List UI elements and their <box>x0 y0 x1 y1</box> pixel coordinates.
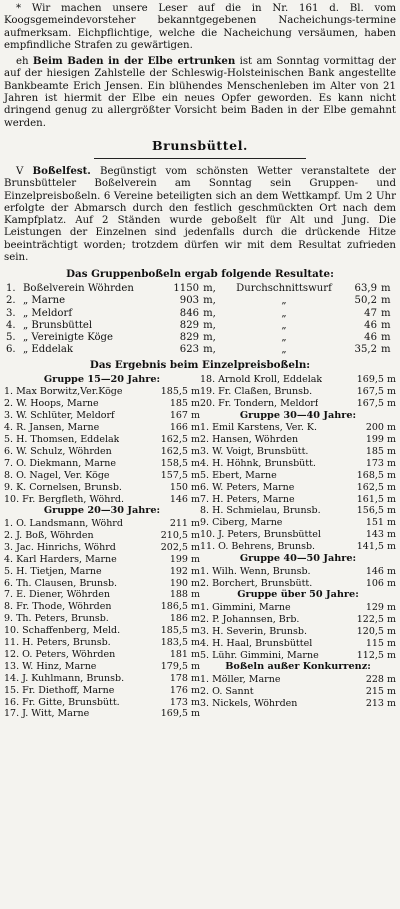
result-row <box>4 708 200 720</box>
result-row <box>4 554 200 566</box>
result-row <box>4 386 200 398</box>
competitor-distance: 162,5 m <box>160 434 200 446</box>
result-row <box>200 614 396 626</box>
group-team: „ Marne <box>22 295 66 307</box>
competitor-name: 6. Th. Clausen, Brunsb. <box>4 577 118 589</box>
competitor-distance: 151 m <box>365 517 396 529</box>
group-average-label: „ <box>281 331 287 343</box>
competitor-distance: 173 m <box>169 696 200 708</box>
group-unit: m, <box>203 319 216 331</box>
group-rank: 2. <box>6 295 16 307</box>
group-average: 50,2 <box>354 295 378 307</box>
group-average: 47 <box>364 307 378 319</box>
result-row <box>200 686 396 698</box>
result-row <box>4 637 200 649</box>
notice-drowning-lead: eh <box>16 56 29 68</box>
competitor-name: 14. J. Kuhlmann, Brunsb. <box>4 672 125 684</box>
competitor-name: 2. W. Hoops, Marne <box>4 398 99 410</box>
result-row <box>4 625 200 637</box>
section-rule <box>94 158 306 159</box>
group-team: „ Vereinigte Köge <box>22 331 113 343</box>
result-row <box>4 410 200 422</box>
competitor-distance: 211 m <box>169 517 200 529</box>
group-average-label: „ <box>281 319 287 331</box>
group-unit: m, <box>203 331 216 343</box>
competitor-name: 5. Ebert, Marne <box>200 469 277 481</box>
group-result-row <box>4 283 396 295</box>
group-distance: 829 <box>179 331 200 343</box>
competitor-distance: 210,5 m <box>160 529 200 541</box>
competitor-name: 18. Arnold Kroll, Eddelak <box>200 373 323 385</box>
result-row <box>200 578 396 590</box>
group-rank: 3. <box>6 307 16 319</box>
group-team: „ Meldorf <box>22 307 73 319</box>
notice-nacheichung: * Wir machen unsere Leser auf die in Nr. 161 d. Bl. vom Koogsgemeindevorsteher bekanntgegebenen Nacheichungs-termine aufmerksam. Eichpflichtige, welche die Nacheichung versäumen, haben empfindliche Strafen zu gewärtigen. <box>4 3 396 51</box>
group-rank: 6. <box>6 343 16 355</box>
result-row <box>4 470 200 482</box>
group-unit: m, <box>203 343 216 355</box>
competitor-name: 10. Fr. Bergfleth, Wöhrd. <box>4 493 125 505</box>
result-row <box>4 494 200 506</box>
competitor-distance: 115 m <box>365 637 396 649</box>
age-group-heading: Boßeln außer Konkurrenz: <box>225 661 371 673</box>
group-distance: 623 <box>179 343 200 355</box>
group-average-label: „ <box>281 307 287 319</box>
section-title-brunsbuettel: Brunsbüttel. <box>152 137 248 153</box>
competitor-distance: 161,5 m <box>356 493 396 505</box>
result-row <box>200 494 396 506</box>
group-distance: 1150 <box>173 283 200 295</box>
result-row <box>4 458 200 470</box>
competitor-distance: 158,5 m <box>160 457 200 469</box>
result-row <box>200 482 396 494</box>
result-row <box>4 566 200 578</box>
result-row <box>4 434 200 446</box>
competitor-name: 8. Fr. Thode, Wöhrden <box>4 601 112 613</box>
result-row <box>200 398 396 410</box>
group-average-unit: m <box>381 295 391 307</box>
result-row <box>4 398 200 410</box>
group-result-row <box>4 308 396 320</box>
competitor-distance: 122,5 m <box>356 613 396 625</box>
bosselfest-body: Begünstigt vom schönsten Wetter veranstaltete der Brunsbütteler Boßelverein am Sonntag sein Gruppen- und Einzelpreisboßeln. 6 Vereine beteiligten sich an dem Wettkampf. Um 2 Uhr erfolgte der Abmarsch durch den festlich geschmückten Ort nach dem Kampfplatz. Auf 2 Ständen wurde geboßelt für Alt und Jung. Die Leistungen der Einzelnen sind jedenfalls durch die drückende Hitze beeinträchtigt worden; trotzdem dürfen wir mit dem Resultat zufrieden sein. <box>4 165 397 264</box>
competitor-distance: 167,5 m <box>356 385 396 397</box>
competitor-name: 10. Schaffenberg, Meld. <box>4 625 121 637</box>
result-row <box>200 517 396 529</box>
competitor-name: 4. R. Jansen, Marne <box>4 422 100 434</box>
group-result-row <box>4 320 396 332</box>
competitor-distance: 120,5 m <box>356 625 396 637</box>
competitor-name: 8. O. Nagel, Ver. Köge <box>4 469 110 481</box>
result-row <box>4 518 200 530</box>
competitor-distance: 199 m <box>169 553 200 565</box>
group-team: „ Eddelak <box>22 343 74 355</box>
competitor-distance: 157,5 m <box>160 469 200 481</box>
competitor-distance: 188 m <box>169 589 200 601</box>
result-row <box>200 446 396 458</box>
competitor-name: 1. Möller, Marne <box>200 673 281 685</box>
group-result-row <box>4 344 396 356</box>
competitor-distance: 192 m <box>169 565 200 577</box>
competitor-name: 1. Max Borwitz,Ver.Köge <box>4 386 123 398</box>
competitor-distance: 146 m <box>365 565 396 577</box>
result-row <box>200 674 396 686</box>
competitor-name: 3. Jac. Hinrichs, Wöhrd <box>4 541 116 553</box>
competitor-distance: 173 m <box>365 457 396 469</box>
group-unit: m, <box>203 295 216 307</box>
competitor-distance: 179,5 m <box>160 660 200 672</box>
competitor-name: 15. Fr. Diethoff, Marne <box>4 684 115 696</box>
group-average-unit: m <box>381 343 391 355</box>
group-average-label: Durchschnittswurf <box>236 283 332 295</box>
competitor-name: 1. Wilh. Wenn, Brunsb. <box>200 565 311 577</box>
single-results-right-column <box>200 374 396 720</box>
result-row <box>4 685 200 697</box>
group-rank: 5. <box>6 331 16 343</box>
result-row <box>200 374 396 386</box>
competitor-distance: 166 m <box>169 422 200 434</box>
competitor-distance: 190 m <box>169 577 200 589</box>
competitor-name: 20. Fr. Tondern, Meldorf <box>200 397 319 409</box>
single-results-left-column <box>4 374 200 720</box>
competitor-name: 5. H. Tietjen, Marne <box>4 565 102 577</box>
competitor-name: 2. P. Johannsen, Brb. <box>200 613 300 625</box>
competitor-name: 9. Th. Peters, Brunsb. <box>4 613 109 625</box>
single-results-columns <box>4 374 396 720</box>
result-row <box>200 602 396 614</box>
competitor-name: 8. H. Schmielau, Brunsb. <box>200 505 321 517</box>
group-average: 35,2 <box>354 343 378 355</box>
notice-drowning <box>4 55 396 130</box>
competitor-distance: 228 m <box>365 673 396 685</box>
competitor-name: 1. Gimmini, Marne <box>200 601 291 613</box>
competitor-name: 17. J. Witt, Marne <box>4 708 90 720</box>
competitor-name: 7. O. Diekmann, Marne <box>4 457 117 469</box>
notice-drowning-body: ist am Sonntag vormittag der auf der hiesigen Zahlstelle der Schleswig-Holsteinischen Bank angestellte Bankbeamte Erich Jensen. Ein blühendes Menschenleben im Alter von 21 Jahren ist hiermit der Elbe ein neues Opfer geworden. Es kann nicht dringend genug zu allergrößter Vorsicht beim Baden in der Elbe gemahnt werden. <box>4 56 396 129</box>
result-row <box>4 446 200 458</box>
competitor-distance: 146 m <box>169 493 200 505</box>
group-unit: m, <box>203 307 216 319</box>
competitor-name: 1. Emil Karstens, Ver. K. <box>200 422 318 434</box>
group-average-unit: m <box>381 319 391 331</box>
competitor-name: 11. H. Peters, Brunsb. <box>4 637 111 649</box>
group-average-label: „ <box>281 295 287 307</box>
competitor-distance: 200 m <box>365 422 396 434</box>
group-average-label: „ <box>281 343 287 355</box>
competitor-name: 5. H. Thomsen, Eddelak <box>4 434 120 446</box>
competitor-name: 9. Ciberg, Marne <box>200 517 283 529</box>
result-row <box>200 566 396 578</box>
competitor-distance: 112,5 m <box>356 649 396 661</box>
result-row <box>200 386 396 398</box>
competitor-distance: 143 m <box>365 529 396 541</box>
competitor-distance: 168,5 m <box>356 469 396 481</box>
competitor-distance: 141,5 m <box>356 541 396 553</box>
competitor-distance: 167,5 m <box>356 397 396 409</box>
result-row <box>4 422 200 434</box>
competitor-name: 19. Fr. Claßen, Brunsb. <box>200 385 313 397</box>
result-row <box>200 698 396 710</box>
competitor-distance: 213 m <box>365 697 396 709</box>
competitor-distance: 150 m <box>169 481 200 493</box>
competitor-name: 10. J. Peters, Brunsbüttel <box>200 529 321 541</box>
competitor-distance: 106 m <box>365 577 396 589</box>
competitor-name: 11. O. Behrens, Brunsb. <box>200 541 316 553</box>
result-row <box>200 470 396 482</box>
competitor-name: 13. W. Hinz, Marne <box>4 660 97 672</box>
competitor-distance: 185 m <box>169 398 200 410</box>
group-distance: 846 <box>179 307 200 319</box>
result-row <box>4 649 200 661</box>
competitor-distance: 162,5 m <box>160 445 200 457</box>
result-row <box>4 661 200 673</box>
competitor-distance: 167 m <box>169 410 200 422</box>
result-row <box>200 458 396 470</box>
competitor-distance: 183,5 m <box>160 637 200 649</box>
result-row <box>200 650 396 662</box>
competitor-name: 3. H. Severin, Brunsb. <box>200 625 308 637</box>
competitor-distance: 181 m <box>169 648 200 660</box>
result-row <box>200 541 396 553</box>
competitor-distance: 185,5 m <box>160 386 200 398</box>
group-results-title: Das Gruppenboßeln ergab folgende Resultate: <box>66 268 334 281</box>
group-average: 63,9 <box>354 283 378 295</box>
age-group-heading: Gruppe über 50 Jahre: <box>237 589 359 601</box>
group-rank: 1. <box>6 283 16 295</box>
bosselfest-lead: V <box>16 165 24 177</box>
competitor-name: 12. O. Peters, Wöhrden <box>4 648 116 660</box>
result-row <box>4 673 200 685</box>
result-row <box>4 482 200 494</box>
competitor-distance: 129 m <box>365 601 396 613</box>
competitor-name: 4. H. Höhnk, Brunsbütt. <box>200 457 316 469</box>
group-rank: 4. <box>6 319 16 331</box>
result-row <box>4 601 200 613</box>
competitor-distance: 156,5 m <box>356 505 396 517</box>
competitor-name: 5. Lühr. Gimmini, Marne <box>200 649 319 661</box>
competitor-name: 16. Fr. Gitte, Brunsbütt. <box>4 696 120 708</box>
competitor-name: 2. O. Sannt <box>200 685 254 697</box>
group-team: Boßelverein Wöhrden <box>22 283 134 295</box>
competitor-name: 2. Borchert, Brunsbütt. <box>200 577 313 589</box>
group-result-row <box>4 295 396 307</box>
group-result-row <box>4 332 396 344</box>
competitor-name: 2. J. Boß, Wöhrden <box>4 529 94 541</box>
competitor-name: 6. W. Peters, Marne <box>200 481 295 493</box>
result-row <box>200 626 396 638</box>
competitor-distance: 185 m <box>365 445 396 457</box>
group-average-unit: m <box>381 283 391 295</box>
notice-drowning-headline: Beim Baden in der Elbe ertrunken <box>32 55 236 68</box>
competitor-name: 3. W. Voigt, Brunsbütt. <box>200 445 309 457</box>
bosselfest-headline: Boßelfest. <box>32 164 91 177</box>
group-unit: m, <box>203 283 216 295</box>
competitor-distance: 186,5 m <box>160 601 200 613</box>
result-row <box>4 578 200 590</box>
competitor-name: 1. O. Landsmann, Wöhrd <box>4 517 123 529</box>
result-row <box>4 613 200 625</box>
competitor-distance: 178 m <box>169 672 200 684</box>
competitor-name: 4. Karl Harders, Marne <box>4 553 117 565</box>
result-row <box>200 434 396 446</box>
group-distance: 829 <box>179 319 200 331</box>
competitor-distance: 199 m <box>365 434 396 446</box>
result-row <box>4 589 200 601</box>
group-team: „ Brunsbüttel <box>22 319 93 331</box>
result-row <box>200 529 396 541</box>
age-group-heading: Gruppe 15—20 Jahre: <box>43 373 161 385</box>
single-results-title: Das Ergebnis beim Einzelpreisboßeln: <box>89 358 311 371</box>
result-row <box>4 697 200 709</box>
group-average: 46 <box>364 331 378 343</box>
result-row <box>200 422 396 434</box>
result-row <box>4 542 200 554</box>
competitor-distance: 215 m <box>365 685 396 697</box>
group-average: 46 <box>364 319 378 331</box>
competitor-distance: 169,5 m <box>356 373 396 385</box>
result-row <box>4 530 200 542</box>
competitor-name: 3. Nickels, Wöhrden <box>200 697 298 709</box>
competitor-distance: 169,5 m <box>160 708 200 720</box>
group-results-table <box>4 283 396 356</box>
age-group-heading: Gruppe 40—50 Jahre: <box>239 553 357 565</box>
result-row <box>200 505 396 517</box>
competitor-distance: 185,5 m <box>160 625 200 637</box>
result-row <box>200 638 396 650</box>
group-distance: 903 <box>179 295 200 307</box>
competitor-name: 7. H. Peters, Marne <box>200 493 295 505</box>
competitor-name: 3. W. Schlüter, Meldorf <box>4 410 115 422</box>
age-group-heading: Gruppe 30—40 Jahre: <box>239 409 357 421</box>
competitor-name: 9. K. Cornelsen, Brunsb. <box>4 481 122 493</box>
competitor-distance: 176 m <box>169 684 200 696</box>
competitor-distance: 162,5 m <box>356 481 396 493</box>
competitor-distance: 202,5 m <box>160 541 200 553</box>
competitor-name: 6. W. Schulz, Wöhrden <box>4 445 112 457</box>
competitor-name: 7. E. Diener, Wöhrden <box>4 589 110 601</box>
competitor-name: 4. H. Haal, Brunsbüttel <box>200 637 313 649</box>
group-average-unit: m <box>381 307 391 319</box>
competitor-name: 2. Hansen, Wöhrden <box>200 434 299 446</box>
bosselfest-report <box>4 165 396 264</box>
competitor-distance: 186 m <box>169 613 200 625</box>
group-average-unit: m <box>381 331 391 343</box>
age-group-heading: Gruppe 20—30 Jahre: <box>43 505 161 517</box>
